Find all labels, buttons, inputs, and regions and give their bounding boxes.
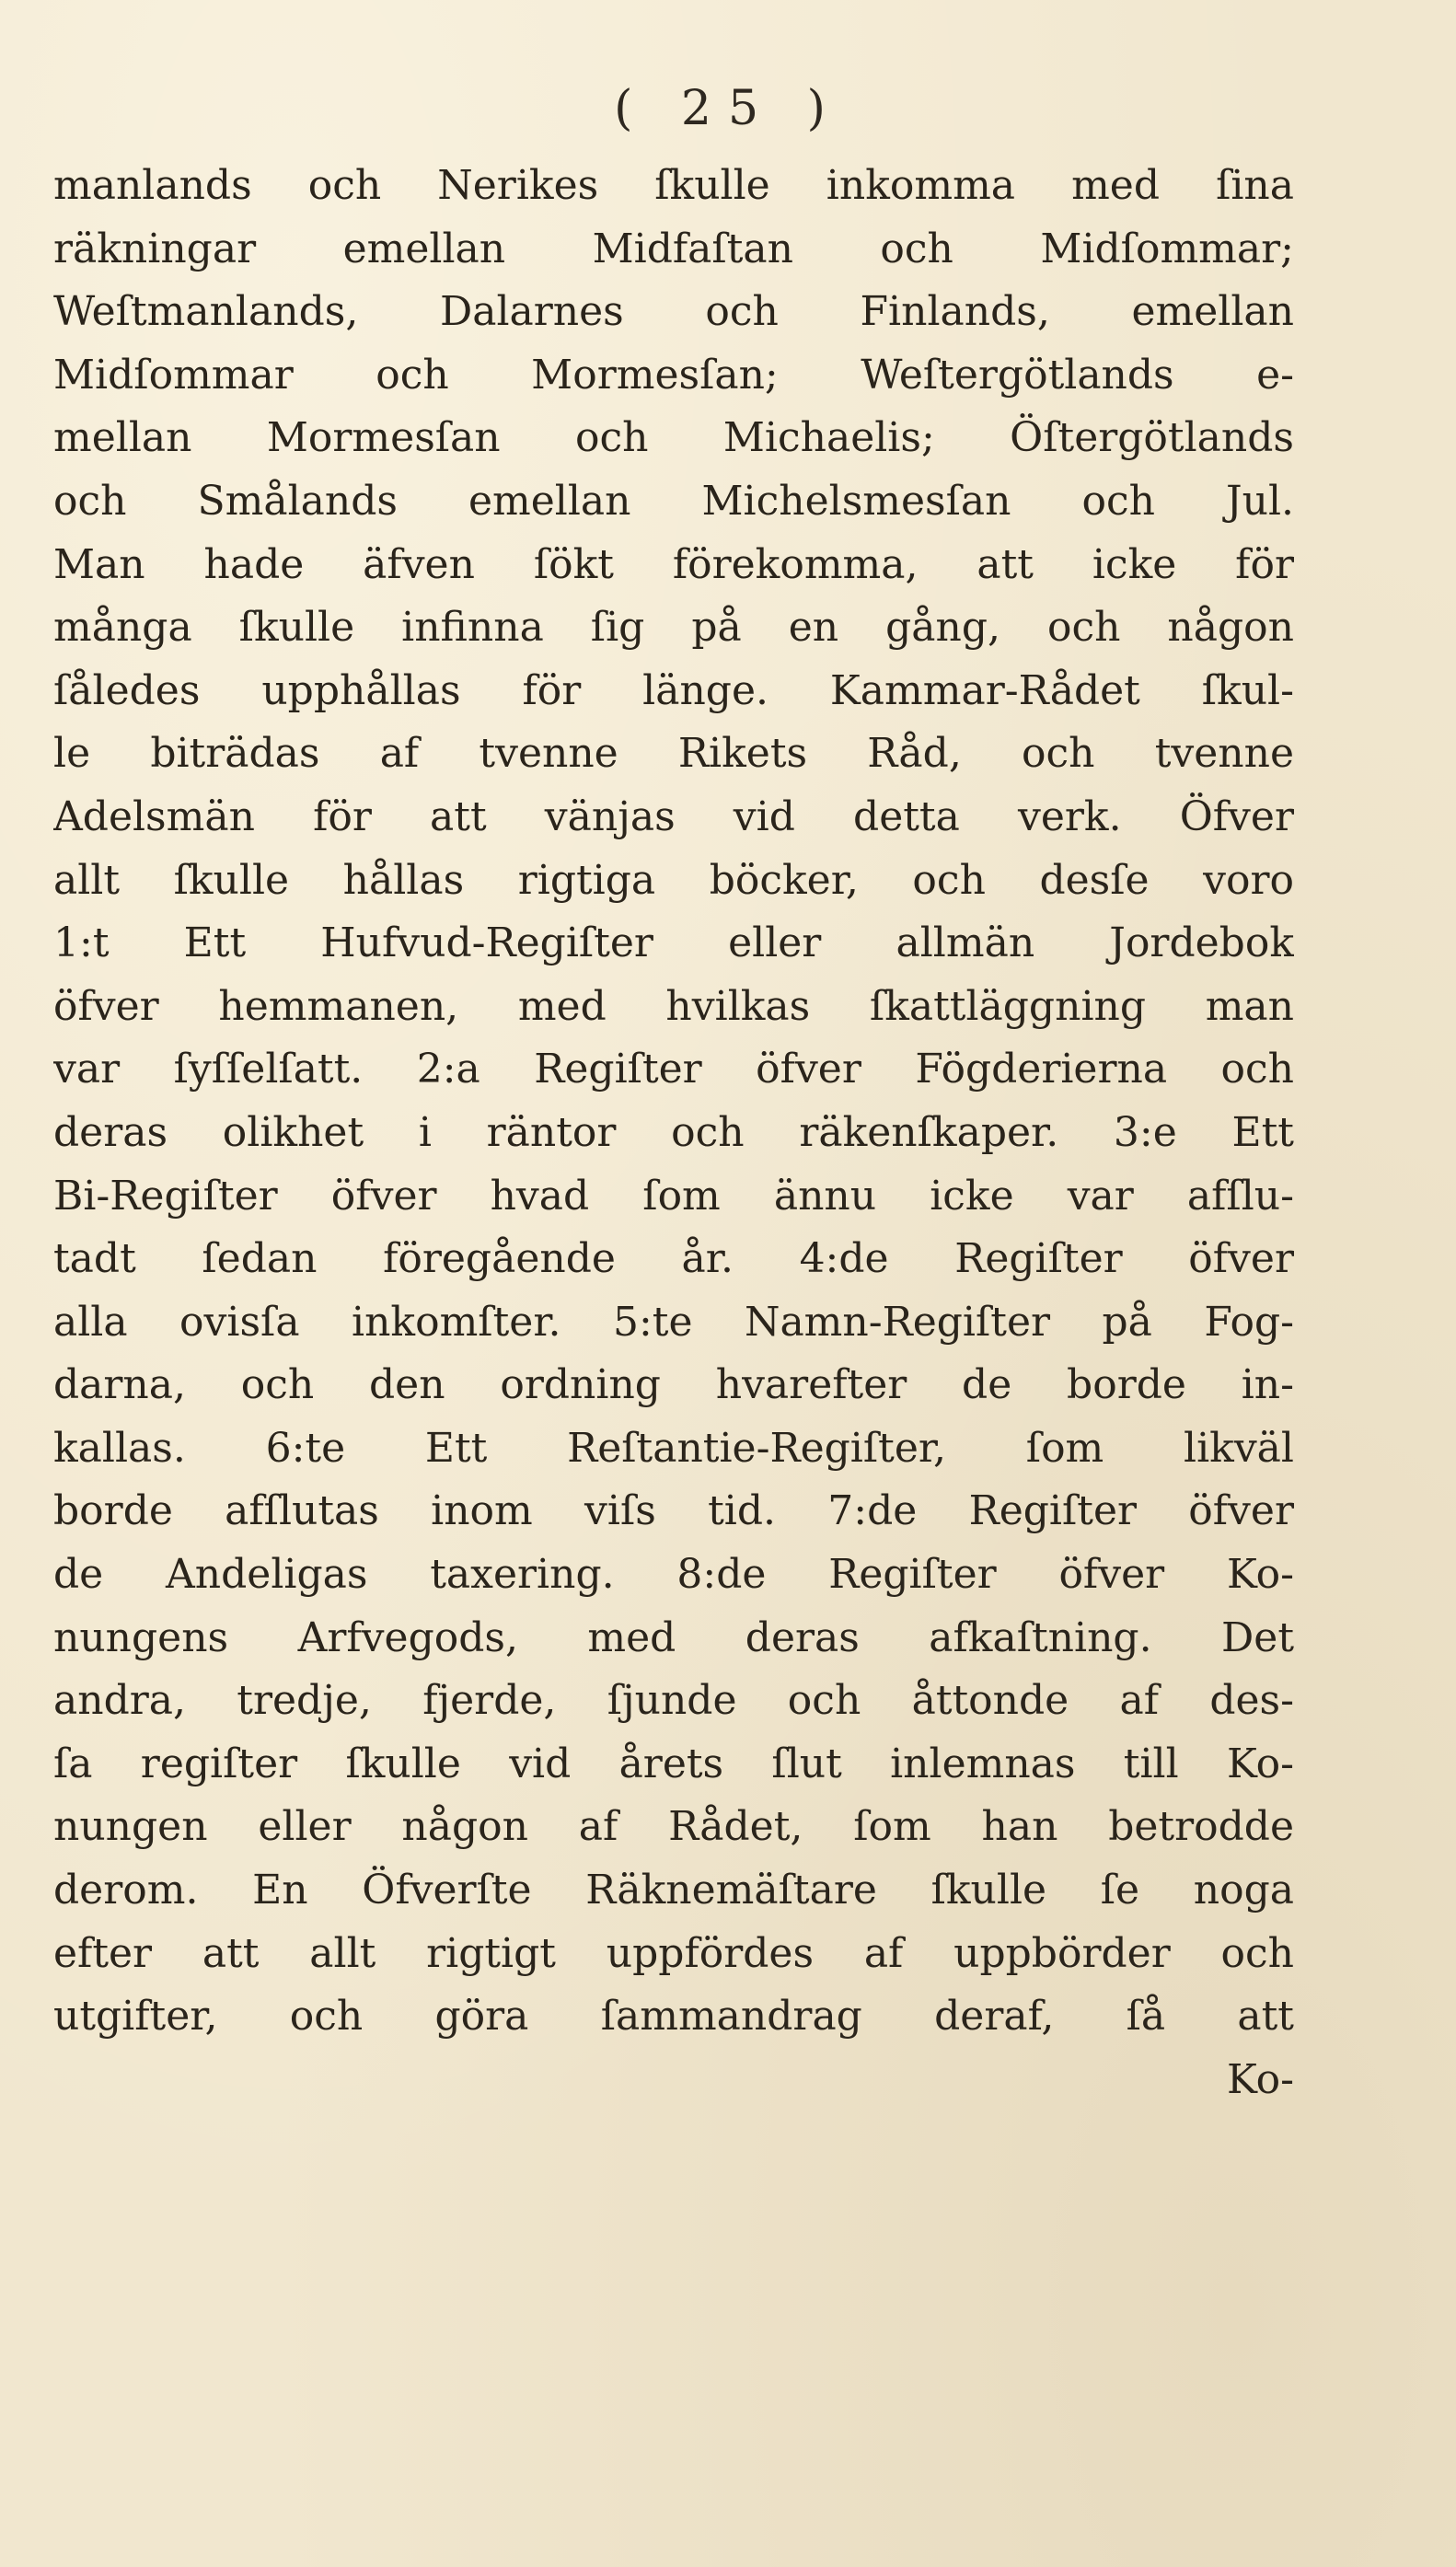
- text-line: darna, och den ordning hvarefter de borde in-: [53, 1361, 1294, 1409]
- text-line: öfver hemmanen, med hvilkas ſkattläggning man: [53, 982, 1294, 1030]
- catchword: Ko-: [1226, 2055, 1294, 2103]
- text-line: tadt ſedan föregående år. 4:de Regiſter öfver: [53, 1235, 1294, 1283]
- text-line: deras olikhet i räntor och räkenſkaper. 3:e Ett: [53, 1108, 1294, 1156]
- text-line: alla ovisſa inkomſter. 5:te Namn-Regiſter på Fog-: [53, 1298, 1294, 1346]
- text-line: många ſkulle infinna ſig på en gång, och någon: [53, 604, 1294, 652]
- text-line: de Andeligas taxering. 8:de Regiſter öfver Ko-: [53, 1551, 1294, 1599]
- text-line: och Smålands emellan Michelsmesſan och Jul.: [53, 477, 1294, 525]
- text-line: derom. En Öfverſte Räknemäſtare ſkulle ſe noga: [53, 1867, 1294, 1914]
- text-line: Bi-Regiſter öfver hvad ſom ännu icke var afſlu-: [53, 1172, 1294, 1220]
- text-line: ſåledes upphållas för länge. Kammar-Rådet ſkul-: [53, 666, 1294, 714]
- text-line: Adelsmän för att vänjas vid detta verk. Öfver: [53, 792, 1294, 840]
- text-line: efter att allt rigtigt uppfördes af uppbörder och: [53, 1929, 1294, 1977]
- text-line: ſa regiſter ſkulle vid årets ſlut inlemnas till Ko-: [53, 1740, 1294, 1787]
- text-line: räkningar emellan Midfaſtan och Midſommar;: [53, 225, 1294, 272]
- text-line: andra, tredje, fjerde, ſjunde och åttonde af des-: [53, 1677, 1294, 1725]
- text-line: Weſtmanlands, Dalarnes och Finlands, emellan: [53, 288, 1294, 336]
- text-line: borde afſlutas inom viſs tid. 7:de Regiſter öfver: [53, 1487, 1294, 1535]
- text-line: Man hade äfven ſökt förekomma, att icke för: [53, 540, 1294, 588]
- text-line: kallas. 6:te Ett Reſtantie-Regiſter, ſom likväl: [53, 1424, 1294, 1472]
- text-line: le biträdas af tvenne Rikets Råd, och tvenne: [53, 730, 1294, 778]
- page-number: ( 25 ): [614, 81, 842, 136]
- text-line: utgifter, och göra ſammandrag deraf, ſå att: [53, 1993, 1294, 2041]
- text-line: nungen eller någon af Rådet, ſom han betrodde: [53, 1803, 1294, 1851]
- text-line: 1:t Ett Hufvud-Regiſter eller allmän Jordebok: [53, 919, 1294, 967]
- body-text: [53, 155, 1294, 2111]
- text-line: Midſommar och Mormesſan; Weſtergötlands e-: [53, 351, 1294, 399]
- text-line: nungens Arfvegods, med deras afkaſtning. Det: [53, 1613, 1294, 1661]
- text-line: allt ſkulle hållas rigtiga böcker, och desſe voro: [53, 856, 1294, 904]
- text-line: var ſyſſelſatt. 2:a Regiſter öfver Fögderierna och: [53, 1046, 1294, 1093]
- text-line: mellan Mormesſan och Michaelis; Öſtergötlands: [53, 414, 1294, 462]
- text-line: manlands och Nerikes ſkulle inkomma med ſina: [53, 162, 1294, 209]
